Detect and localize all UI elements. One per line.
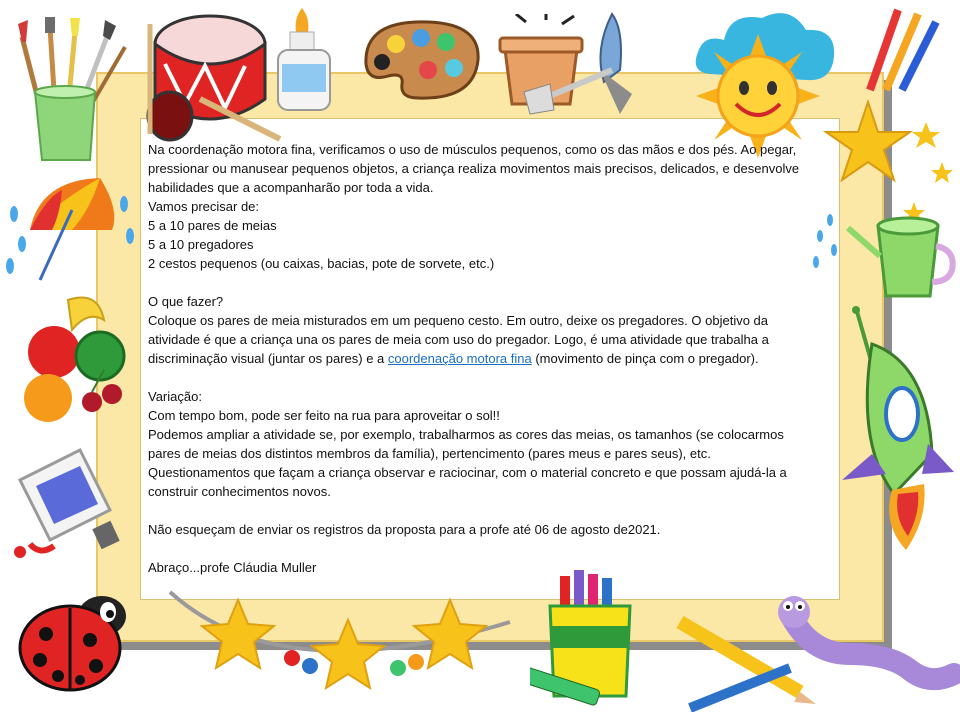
howto-text-end: (movimento de pinça com o pregador). — [531, 351, 759, 366]
materials-title: Vamos precisar de: — [148, 199, 260, 214]
materials-item: 5 a 10 pregadores — [148, 237, 254, 252]
rocket-icon — [832, 304, 958, 554]
howto-title: O que fazer? — [148, 294, 224, 309]
variation-line: Podemos ampliar a atividade se, por exemplo, trabalharmos as cores das meias, os tamanhos (se colocarmos pares de meias dos distintos membros da família), pertencimento (pares meus e pares seus), etc. — [148, 427, 784, 461]
coordenacao-motora-link[interactable]: coordenação motora fina — [387, 351, 532, 366]
variation-line: Questionamentos que façam a criança observar e raciocinar, com o material concreto e que possam ajudá-la a construir conhecimentos novos. — [148, 465, 787, 499]
variation-line: Com tempo bom, pode ser feito na rua para aproveitar o sol!! — [148, 408, 500, 423]
paint-palette-icon — [356, 14, 486, 104]
variation-title: Variação: — [148, 389, 202, 404]
glue-bottle-icon — [272, 4, 342, 114]
ladybug-icon — [10, 586, 134, 696]
pencils-icon — [860, 4, 950, 94]
pencil-icon — [660, 612, 820, 712]
signature: Abraço...profe Cláudia Muller — [148, 560, 317, 575]
star-garland-icon — [160, 582, 530, 702]
watering-can-icon — [808, 206, 958, 306]
intro-paragraph: Na coordenação motora fina, verificamos o uso de músculos pequenos, como os das mãos e dos pés. Ao pegar, pressionar ou manusear pequenos objetos, a criança realiza movimentos mais precisos, delicados, e desenvolve habilidades que a acompanharão por toda a vida. — [148, 142, 800, 195]
fruits-icon — [8, 290, 138, 430]
crayon-box-icon — [530, 556, 640, 706]
trowel-icon — [520, 10, 640, 120]
paint-tube-icon — [0, 440, 140, 570]
drum-icon — [140, 4, 290, 144]
reminder-text: Não esqueçam de enviar os registros da proposta para a profe até 06 de agosto de2021. — [148, 522, 661, 537]
umbrella-icon — [0, 170, 140, 290]
materials-item: 2 cestos pequenos (ou caixas, bacias, pote de sorvete, etc.) — [148, 256, 495, 271]
materials-item: 5 a 10 pares de meias — [148, 218, 277, 233]
activity-text — [148, 140, 818, 577]
howto-paragraph — [148, 311, 818, 368]
brushes-cup-icon — [10, 12, 130, 162]
howto-text: Coloque os pares de meia misturados em um pequeno cesto. Em outro, deixe os pregadores. O objetivo da atividade é que a criança una os pares de meia com uso do pregador. Logo, é uma atividade que trabalha a discriminação visual (juntar os pares) e a — [148, 313, 769, 366]
